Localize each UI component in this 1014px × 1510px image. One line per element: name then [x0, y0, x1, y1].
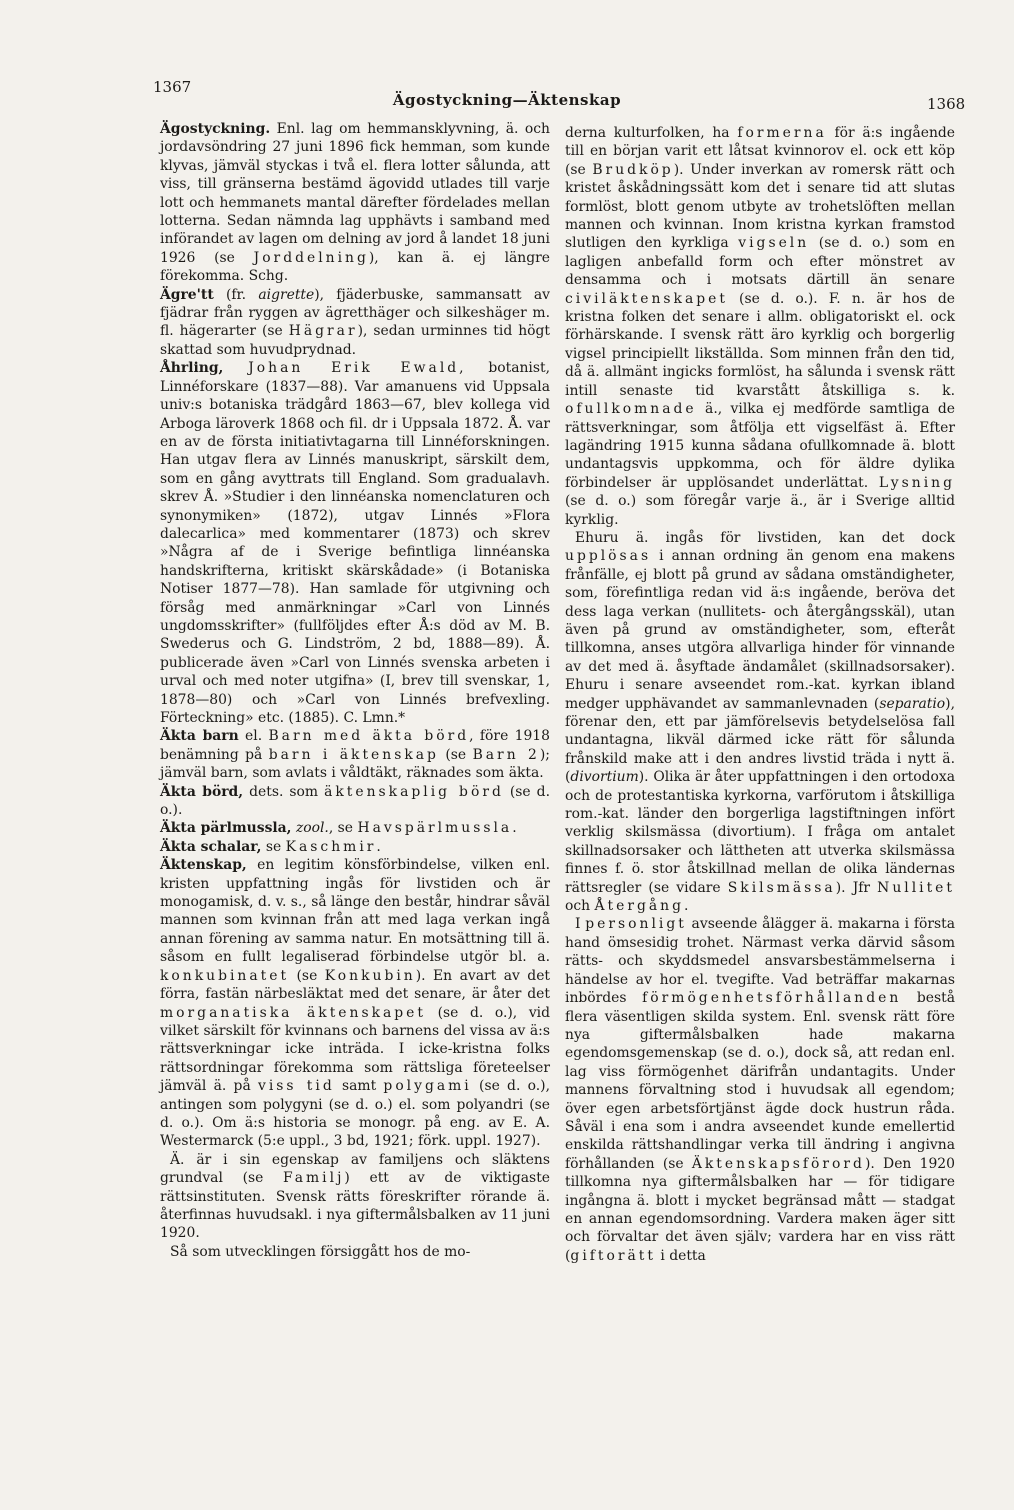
paragraph — [160, 120, 550, 286]
cross-reference: civiläktenskapet — [565, 290, 728, 307]
text-run: . — [376, 838, 381, 855]
text-run: samt — [334, 1078, 384, 1095]
text-run: ); jämväl barn, som avlats i våldtäkt, räknades som äkta. — [160, 746, 550, 782]
italic-term: separatio — [879, 695, 946, 712]
cross-reference: ofullkomnade — [565, 401, 697, 418]
cross-reference: Nullitet — [877, 879, 955, 896]
text-run: . — [512, 820, 517, 837]
cross-reference: Lysning — [878, 474, 955, 491]
cross-reference: förmögenhetsförhållanden — [642, 990, 902, 1007]
text-run: I — [575, 916, 586, 933]
text-run: ) ett av de viktigaste rättsinstituten. Svensk rätts föreskrifter rörande ä. återfinnas huvudsakl. i nya giftermålsbalken av 11 juni 1920. — [160, 1170, 550, 1242]
text-run: ). En avart av det förra, fastän närbesläktat med det senare, är åter det — [160, 967, 550, 1003]
paragraph — [160, 727, 550, 782]
text-run: (se d. o.). F. n. är hos de kristna folken det senare i allm. obligatoriskt el. ock förhärskande. I svensk rätt äro kyrklig och borgerlig vigsel principiellt likställda. Som minnen från den tid, då ä. allmänt ingicks formlöst, ha sålunda i svensk rätt intill senaste tid kvarstått åtskilliga s. k. — [565, 290, 955, 399]
cross-reference: viss tid — [258, 1078, 335, 1095]
text-run: ). Olika är åter uppfattningen i den ortodoxa och de protestantiska kyrkorna, varförutom i åtskilliga rom.-kat. länder den borgerliga lagstiftningen infört verklig skilsmässa (divortium). I fråga om antalet skillnadsorsaker och lättheten att utverka skilsmässa finnes f. ö. stor åtskillnad mellan de olika ländernas rättsregler (se vidare — [565, 769, 955, 896]
paragraph — [565, 124, 955, 529]
cross-reference: Barn med äkta börd — [268, 728, 470, 745]
text-run: ), sedan urminnes tid högt skattad som huvudprydnad. — [160, 323, 550, 358]
cross-reference: Skilsmässa — [727, 879, 836, 896]
paragraph — [565, 529, 955, 916]
cross-reference: Äktenskapsförord — [691, 1155, 865, 1172]
text-run: se — [261, 838, 286, 855]
running-title: Ägostyckning—Äktenskap — [392, 91, 622, 109]
headword: Åhrling, — [160, 360, 224, 377]
text-run: (se d. o.), antingen som polygyni (se d. o.) el. som polyandri (se d. o.). Om ä:s historia se monogr. på eng. av E. A. Westermarck (5:e uppl., 3 bd, 1921; förk. uppl. 1927). — [160, 1078, 550, 1150]
headword: Ägostyckning. — [160, 121, 271, 137]
text-run — [223, 360, 248, 376]
page-number-left: 1367 — [153, 78, 192, 96]
paragraph — [160, 856, 550, 1151]
left-column — [160, 120, 550, 1261]
text-run: , botanist, Linnéforskare (1837—88). Var amanuens vid Uppsala univ:s botaniska trädgård 1863—67, blev kollega vid Arboga läroverk 1868 och fil. dr i Uppsala 1872. Å. var en av de första initiativtagarna till Linnéforskningen. Han utgav flera av Linnés manuskript, särskilt dem, som en gång avyttrats till England. Som gradualavh. skrev Å. »Studier i den linnéanska nomenclaturen och synonymiken» (1872), utgav Linnés »Flora dalecarlica» med kommentarer (1873) och skrev »Några af de i Sverige befintliga linnéanska handskrifterna, kritiskt skärskådade» (i Botaniska Notiser 1877—78). Han samlade för utgivning och försåg med anmärkningar »Carl von Linnés ungdomsskrifter» (fullföljdes efter Å:s död av M. B. Swederus och G. Lindström, 2 bd, 1888—89). Å. publicerade även »Carl von Linnés svenska arbeten i urval och med noter utgifna» (I, brev till svenskar, 1, 1878—80) och »Carl von Linnés brefvexling. Förteckning» etc. (1885). C. Lmn.* — [160, 360, 551, 726]
text-run: ). Den 1920 tillkomna nya giftermålsbalken har — för tidigare ingångna ä. blott i mycket begränsad mått — stadgat en annan egendomsordning. Vardera maken äger sitt och förvaltar det även själv; vardera har en viss rätt ( — [565, 1155, 955, 1264]
text-run: ). Jfr — [835, 879, 878, 896]
text-run: el. — [238, 728, 269, 745]
paragraph — [160, 359, 550, 727]
cross-reference: Havspärlmussla — [357, 820, 513, 837]
text-run: en legitim könsförbindelse, vilken enl. kristen uppfattning ingås för livstiden och är monogamisk, d. v. s., så länge den består, hindrar såväl mannen som kvinnan från att med laga verkan ingå annan förening av samma natur. En motsättning till ä. såsom en fullt legaliserad förbindelse utgör bl. a. — [160, 857, 550, 966]
text-run: avseende ålägger ä. makarna i första hand ömsesidig trohet. Närmast verka därvid såsom rätts- och skyddsmedel ansvarsbestämmelserna i händelse av hor el. tvegifte. Vad beträffar makarnas inbördes — [565, 916, 956, 1007]
cross-reference: morganatiska äktenskapet — [160, 1004, 426, 1021]
cross-reference: formerna — [737, 125, 827, 141]
text-run: ), kan ä. ej längre förekomma. Schg. — [160, 249, 550, 285]
text-run: Så som utvecklingen försiggått hos de mo- — [170, 1243, 471, 1260]
paragraph — [160, 838, 550, 856]
paragraph — [160, 286, 550, 360]
cross-reference: Barn 2 — [472, 746, 540, 763]
text-run: och — [565, 898, 595, 915]
cross-reference: polygami — [383, 1078, 472, 1095]
text-run: (se — [438, 746, 473, 763]
headword: Äkta barn — [160, 728, 239, 745]
italic-term: zool. — [295, 820, 329, 837]
cross-reference: Kaschmir — [285, 838, 377, 855]
headword: Äktenskap, — [160, 857, 247, 874]
paragraph — [160, 1151, 550, 1243]
text-run: (se d. o.) som en lagligen anbefalld form och efter mönstret av densamma och i motsats därtill än senare — [565, 235, 956, 289]
cross-reference: Johan Erik Ewald — [248, 360, 460, 377]
cross-reference: Konkubin — [324, 967, 416, 984]
page-number-right: 1368 — [927, 95, 966, 113]
text-run: Ehuru ä. ingås för livstiden, kan det dock — [575, 529, 955, 546]
text-run: (se d. o.). — [160, 783, 550, 819]
cross-reference: giftorätt — [570, 1247, 656, 1264]
italic-term: aigrette — [258, 286, 315, 303]
cross-reference: Brudköp — [592, 161, 674, 178]
text-run: dets. som — [243, 783, 325, 800]
cross-reference: Återgång — [594, 898, 685, 915]
headword: Äkta schalar, — [160, 838, 262, 855]
cross-reference: konkubinatet — [160, 967, 290, 984]
text-run: . — [684, 898, 689, 915]
text-run: derna kulturfolken, ha — [565, 125, 738, 141]
cross-reference: Hägrar — [288, 323, 358, 340]
cross-reference: Familj — [283, 1170, 345, 1187]
italic-term: divortium — [570, 769, 639, 786]
text-run: (se d. o.), vid vilket särskilt för kvinnans och barnens del vissa av ä:s rättsverkningar icke inträda. I icke-kristna folks rättsordningar förekomma som rättsliga företeelser jämväl ä. på — [160, 1004, 551, 1095]
text-run: , se — [328, 820, 358, 837]
text-run: Ä. är i sin egenskap av familjens och släktens grundval (se — [160, 1151, 550, 1187]
text-run: i annan ordning än genom ena makens frånfälle, ej blott på grund av sådana omständigheter, som, förefintliga redan vid ä:s ingående, beröva det dess laga verkan (nullitets- och återgångsskäl), utan även på grund av omständigheter, som, efteråt tillkomna, anses utgöra allvarliga hinder för vinnande av det med ä. åsyftade ändamålet (skillnadsorsaker). Ehuru i senare avseendet rom.-kat. kyrkan ibland medger upphävandet av sammanlevnaden ( — [565, 548, 955, 712]
cross-reference: vigseln — [738, 235, 810, 252]
cross-reference: Jorddelning — [253, 249, 369, 266]
headword: Äkta börd, — [160, 783, 244, 800]
page-header — [0, 78, 1014, 118]
text-run: ), fjäderbuske, sammansatt av fjädrar från ryggen av ägretthäger och silkeshäger m. fl. hägerarter (se — [160, 286, 550, 340]
headword: Äkta pärlmussla, — [160, 820, 292, 837]
text-run: (se d. o.) som föregår varje ä., är i Sverige alltid kyrklig. — [565, 493, 955, 528]
text-run: ä., vilka ej medförde samtliga de rättsverkningar, som åtfölja ett vigselfäst ä. Efter lagändring 1915 kunna sådana ofullkomnade ä. blott undantagsvis uppkomma, och för äldre dylika förbindelser är upplösandet underlättat. — [565, 401, 955, 491]
right-column — [565, 124, 955, 1265]
text-run: , före 1918 benämning på — [160, 728, 550, 763]
text-run: (se — [289, 967, 325, 984]
text-run: bestå flera väsentligen skilda system. Enl. svensk rätt före nya giftermålsbalken hade makarna egendomsgemenskap (se d. o.), dock så, att redan enl. lag viss förmögenhet därifrån undantagits. Under mannens förvaltning stod i huvudsak all egendom; över egen arbetsförtjänst ägde dock hustrun råda. Såväl i ena som i andra avseendet kunde emellertid enskilda rättshandlingar verka till ändring i angivna förhållanden (se — [565, 990, 955, 1172]
text-run: för ä:s ingående till en början varit ett låtsat kvinnorov el. ock ett köp (se — [565, 125, 956, 178]
cross-reference: barn i äktenskap — [268, 746, 439, 763]
text-run: (fr. — [213, 286, 259, 303]
text-run: Enl. lag om hemmansklyvning, ä. och jordavsöndring 27 juni 1896 fick hemman, som kunde klyvas, jämväl styckas i två el. flera lotter sålunda, att viss, till gränserna bestämd ägovidd utlades till varje lott och hemmanets mantal därefter fördelades mellan lotterna. Sedan nämnda lag upphävts i samband med införandet av lagen om delning av jord å landet 18 juni 1926 (se — [160, 121, 550, 266]
text-run: ), förenar den, ett par jämförelsevis betydelselösa fall undantagna, likväl därmed icke rätt för sålunda frånskild make att i den andres livstid träda i nytt ä. ( — [565, 695, 955, 786]
cross-reference: äktenskaplig börd — [324, 783, 504, 800]
text-run: i detta — [655, 1247, 706, 1264]
text-run: ). Under inverkan av romersk rätt och kristet åskådningssätt kom det i senare tid att slutas formlöst, blott genom utbyte av trohetslöften mellan mannen och kvinnan. Inom kristna kyrkan framstod slutligen den kyrkliga — [565, 161, 955, 252]
paragraph — [565, 915, 955, 1265]
cross-reference: upplösas — [565, 548, 652, 565]
paragraph — [160, 819, 550, 837]
paragraph — [160, 783, 550, 820]
headword: Ägre'tt — [160, 286, 214, 303]
paragraph — [160, 1243, 550, 1261]
cross-reference: personligt — [585, 916, 687, 933]
